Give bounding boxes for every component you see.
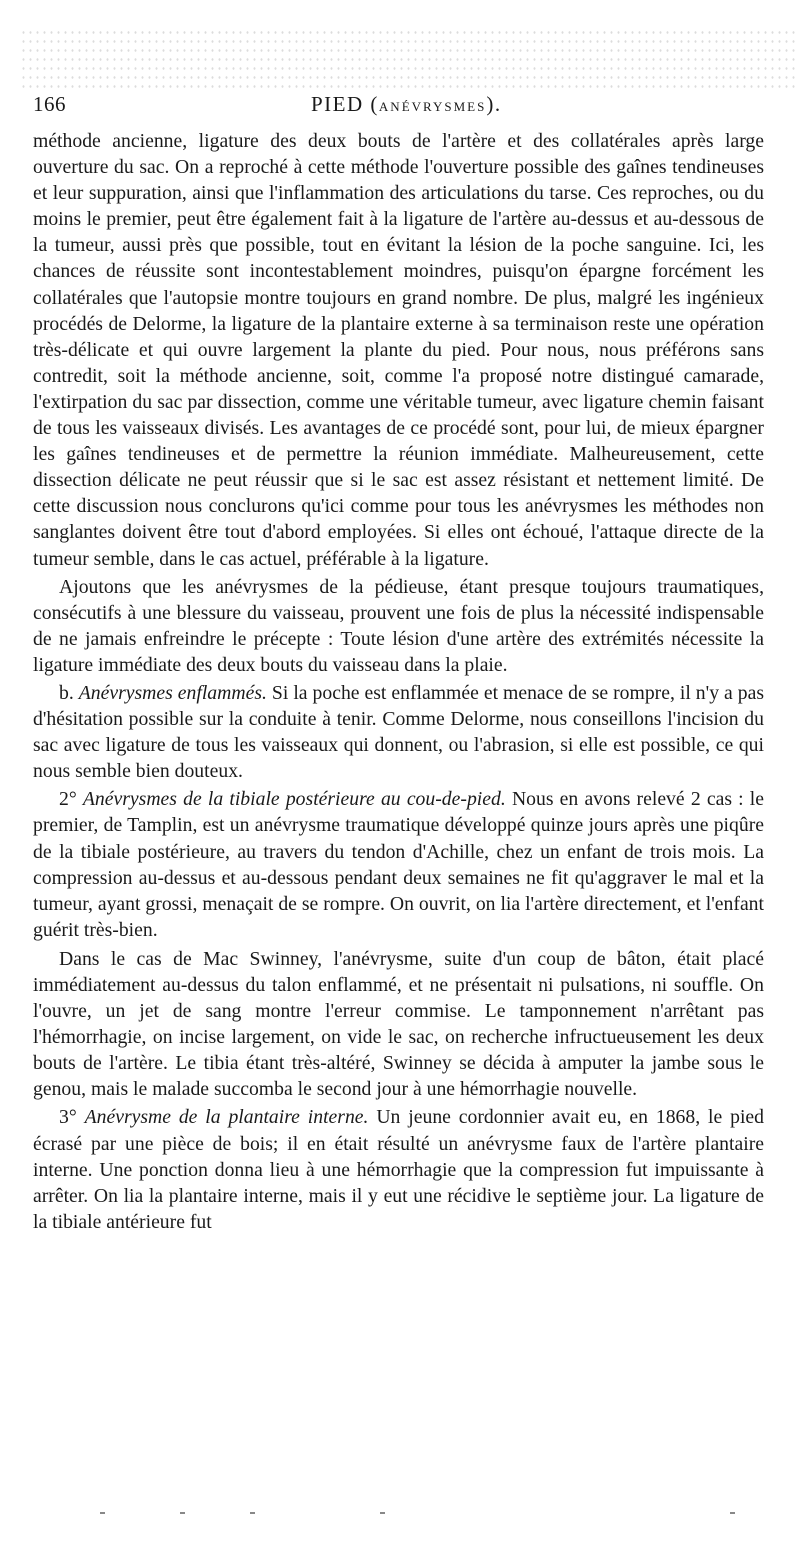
scan-bottom-marks [60, 1512, 760, 1516]
paragraph-1: méthode ancienne, ligature des deux bouts de l'artère et des collatérales après large ouverture du sac. On a reproché à cette méthode l'ouverture possible des gaînes tendineuses et leur suppuration, ainsi que l'inflammation des articulations du tarse. Ces reproches, ou du moins le premier, peut être également fait à la ligature de l'artère au-dessus et au-dessous de la tumeur, aussi près que possible, tout en évitant la lésion de la poche sanguine. Ici, les chances de réussite sont incontestablement moindres, puisqu'on épargne forcément les collatérales que l'autopsie montre toujours en grand nombre. De plus, malgré les ingénieux procédés de Delorme, la ligature de la plantaire externe à sa terminaison reste une opération très-délicate et qui ouvre largement la plante du pied. Pour nous, nous préférons sans contredit, soit la méthode ancienne, soit, comme l'a proposé notre distingué camarade, l'extirpation du sac par dissection, comme une véritable tumeur, avec ligature chemin faisant de tous les vaisseaux divisés. Les avantages de ce procédé sont, pour lui, de mieux épargner les gaînes tendineuses et de permettre la réunion immédiate. Malheureusement, cette dissection délicate ne peut réussir que si le sac est assez résistant et nettement limité. De cette discussion nous conclurons qu'ici comme pour tous les anévrysmes les méthodes non sanglantes doivent être tout d'abord employées. Si elles ont échoué, l'attaque directe de la tumeur semble, dans le cas actuel, préférable à la ligature. [33, 130, 764, 570]
running-head [311, 92, 502, 117]
paragraph-4-heading: Anévrysmes de la tibiale postérieure au cou-de-pied. [82, 788, 506, 811]
scan-mark [730, 1512, 735, 1514]
page-header [33, 92, 773, 122]
scan-mark [380, 1512, 385, 1514]
paragraph-3-text: Si la poche est enflammée et menace de se rompre, il n'y a pas d'hésitation possible sur la conduite à tenir. Comme Delorme, nous conseillons l'incision du sac avec ligature de tous les vaisseaux qui donnent, ou l'abrasion, si elle est possible, ce qui nous semble bien douteux. [33, 681, 765, 783]
paragraph-6 [33, 1104, 764, 1234]
scan-mark [250, 1512, 255, 1514]
paragraph-3 [33, 680, 764, 784]
paragraph-6-heading: Anévrysme de la plantaire interne. [84, 1106, 369, 1129]
page-number: 166 [33, 92, 66, 116]
running-head-main: PIED ( [311, 92, 379, 116]
paragraph-4-text: Nous en avons relevé 2 cas : le premier, de Tamplin, est un anévrysme traumatique développé quinze jours après une piqûre de la tibiale postérieure, au travers du tendon d'Achille, chez un enfant de trois mois. La compression au-dessus et au-dessous pendant deux semaines ne fit qu'aggraver le mal et la tumeur, ayant grossi, menaçait de se rompre. On ouvrit, on lia l'artère directement, et l'enfant guérit très-bien. [33, 788, 765, 941]
paragraph-2: Ajoutons que les anévrysmes de la pédieuse, étant presque toujours traumatiques, consécutifs à une blessure du vaisseau, prouvent une fois de plus la nécessité indispensable de ne jamais enfreindre le précepte : Toute lésion d'une artère des extrémités nécessite la ligature immédiate des deux bouts du vaisseau dans la plaie. [33, 575, 764, 676]
paragraph-5: Dans le cas de Mac Swinney, l'anévrysme, suite d'un coup de bâton, était placé immédiatement au-dessus du talon enflammé, et ne présentait ni pulsations, ni souffle. On l'ouvre, un jet de sang montre l'erreur commise. Le tamponnement n'arrêtant pas l'hémorrhagie, on incise largement, on vide le sac, on recherche infructueusement les deux bouts de l'artère. Le tibia étant très-altéré, Swinney se décida à amputer la jambe sous le genou, mais le malade succomba le second jour à une hémorrhagie nouvelle. [33, 947, 764, 1101]
paragraph-4 [33, 786, 764, 943]
paragraph-6-lead: 3° [59, 1106, 85, 1129]
running-head-close: ). [486, 92, 502, 116]
paragraph-4-lead: 2° [59, 788, 83, 811]
body-text [33, 128, 764, 1237]
running-head-smallcaps: ANÉVRYSMES [378, 99, 487, 114]
scan-noise [20, 28, 795, 90]
paragraph-3-lead: b. [59, 681, 79, 704]
paragraph-3-heading: Anévrysmes enflammés. [78, 681, 267, 704]
paragraph-6-text: Un jeune cordonnier avait eu, en 1868, le pied écrasé par une pièce de bois; il en était résulté un anévrysme faux de l'artère plantaire interne. Une ponction donna lieu à une hémorrhagie que la compression fut impuissante à arrêter. On lia la plantaire interne, mais il y eut une récidive le septième jour. La ligature de la tibiale antérieure fut [33, 1106, 764, 1233]
scan-mark [100, 1512, 105, 1514]
scan-mark [180, 1512, 185, 1514]
